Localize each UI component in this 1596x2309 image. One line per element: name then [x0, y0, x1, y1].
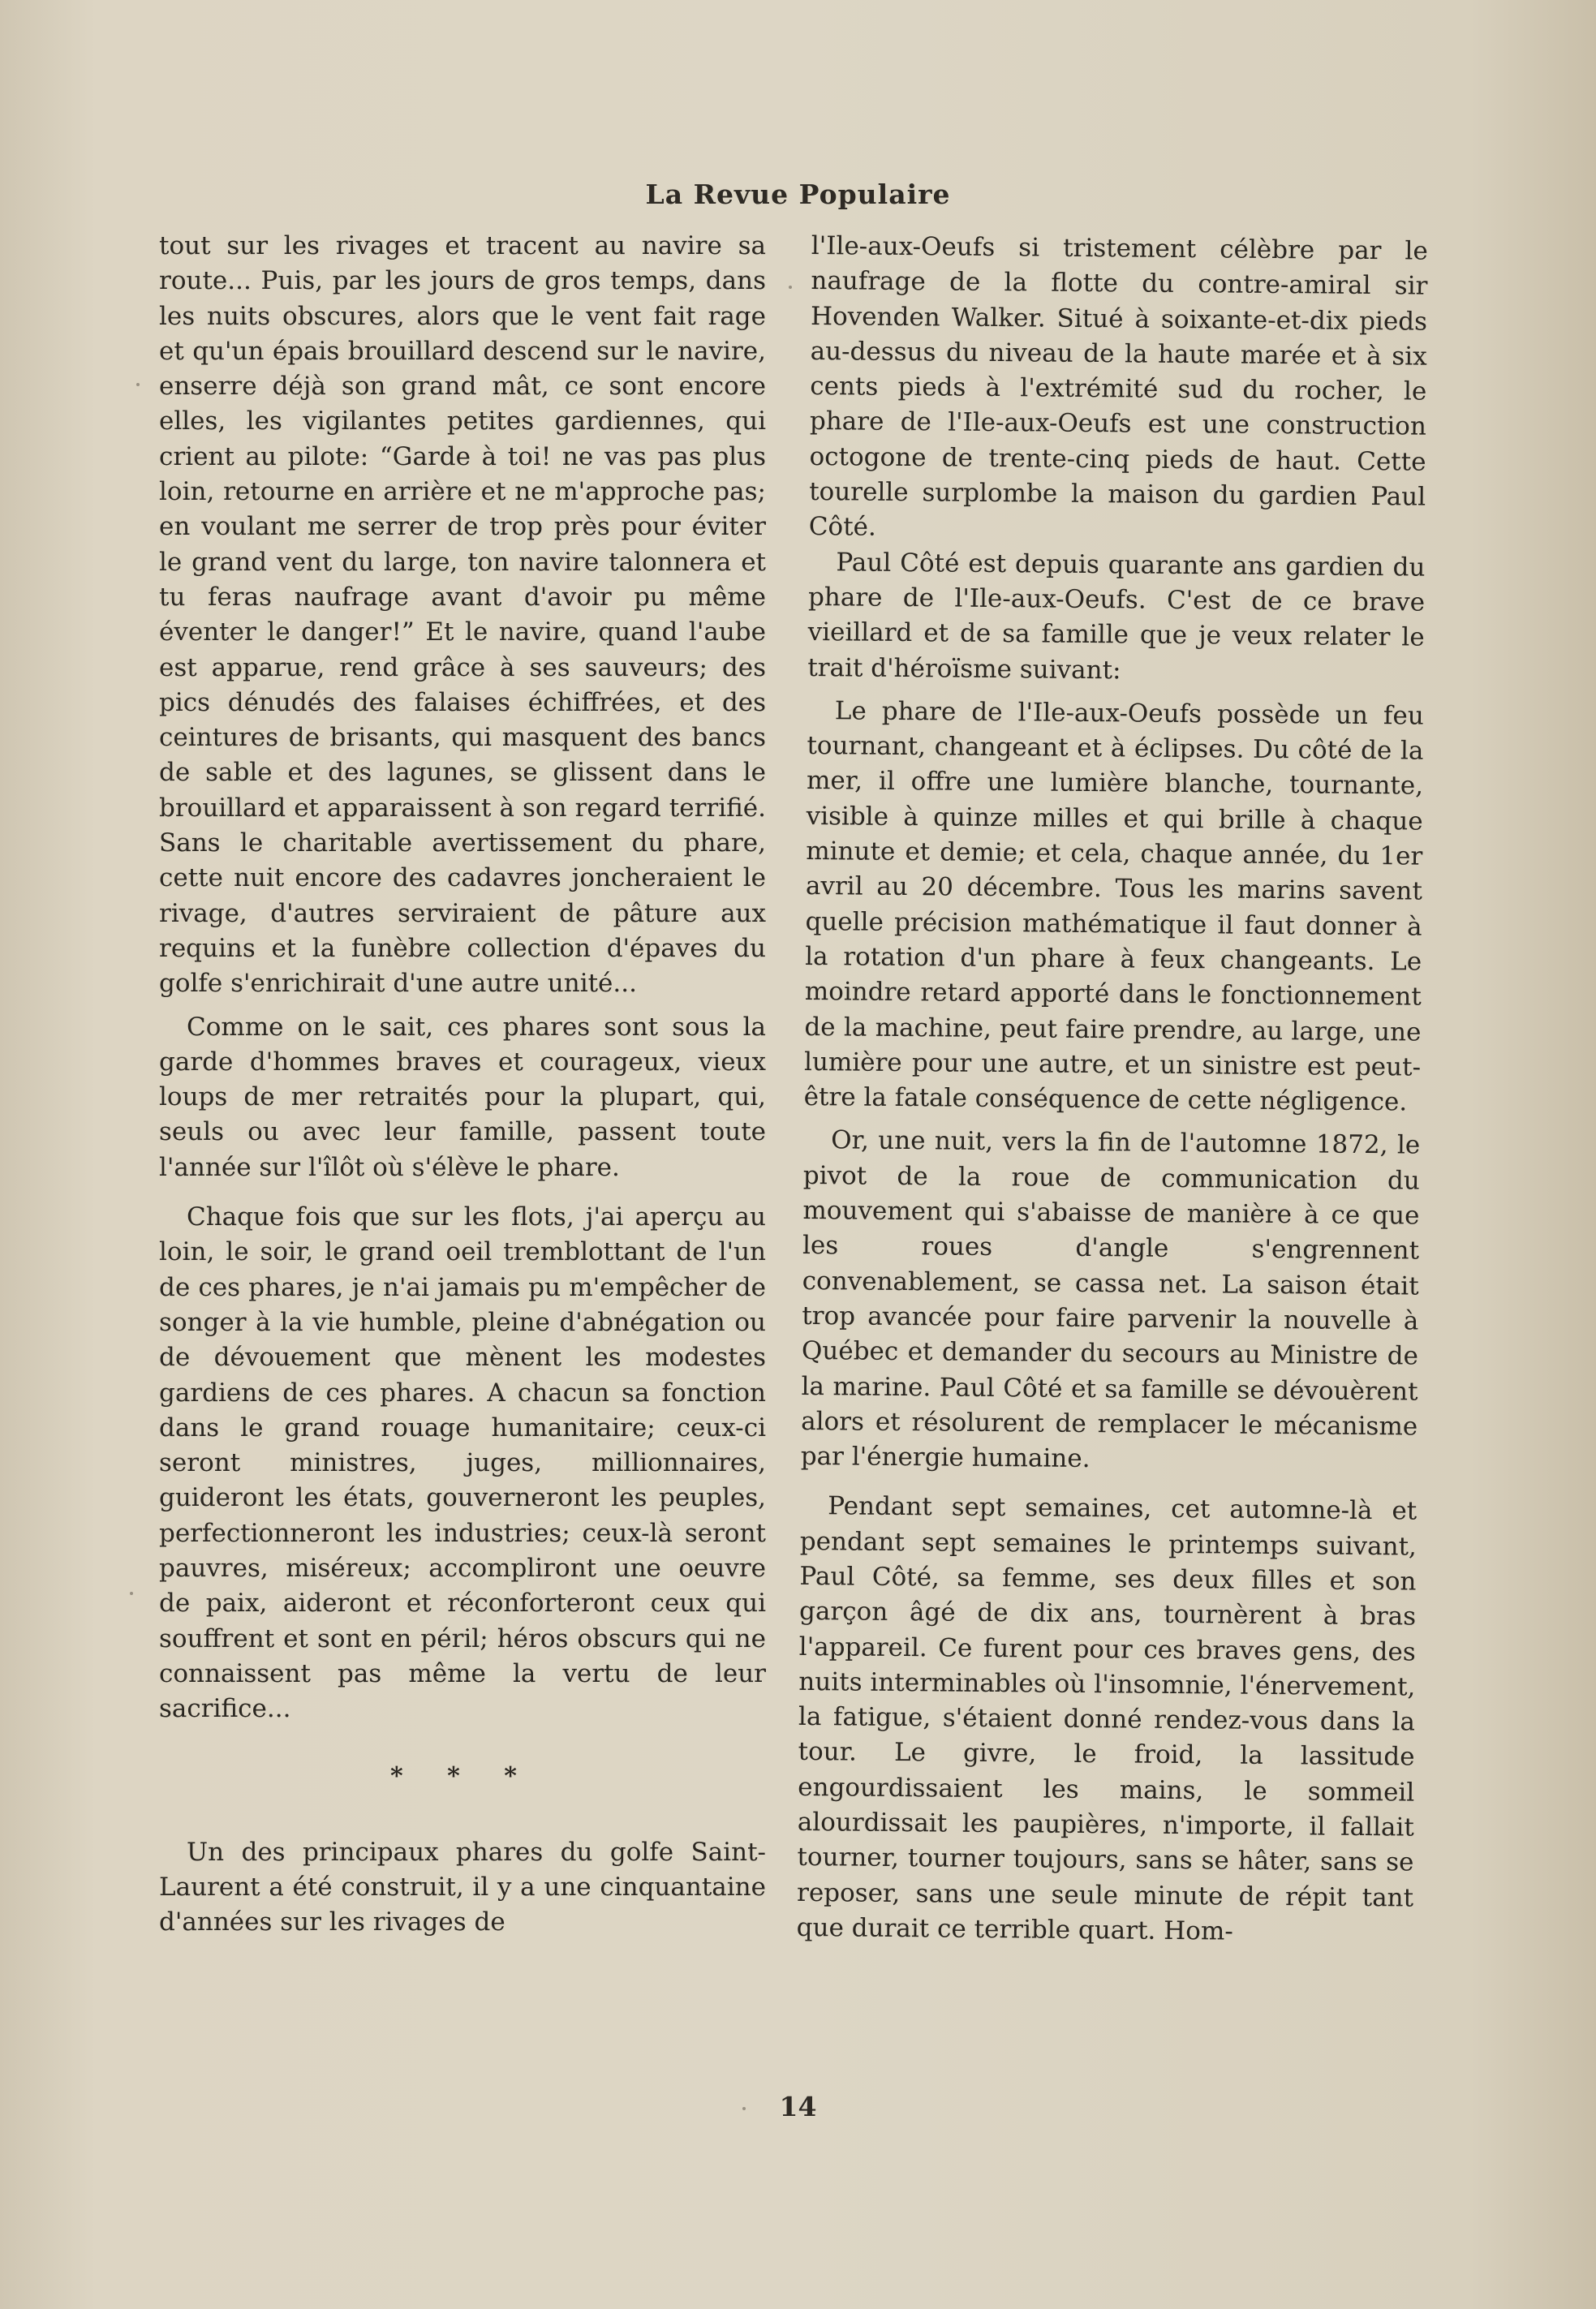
paragraph-2: Comme on le sait, ces phares sont sous la garde d'hommes braves et courageux, vieux loups de mer retraités pour la plupart, qui, seuls ou avec leur famille, passent toute l'année sur l'îlôt où s'élève le phare. — [159, 1012, 766, 1182]
paragraph-9: Pendant sept semaines, cet automne-là et pendant sept semaines le printemps suivant, Paul Côté, sa femme, ses deux filles et son garçon âgé de dix ans, tournèrent à bras l'appareil. Ce furent pour ces braves gens, des nuits interminables où l'insomnie, l'énervement, la fatigue, s'étaient donné rendez-vous dans la tour. Le givre, le froid, la lassitude engourdissaient les mains, le sommeil alourdissait les paupières, n'importe, il fallait tourner, tourner toujours, sans se hâter, sans se reposer, sans une seule minute de répit tant que durait ce terrible quart. Hom- — [796, 1491, 1417, 1946]
page-number: 14 — [779, 2091, 817, 2122]
paper-speck — [136, 383, 140, 386]
paragraph-6: Paul Côté est depuis quarante ans gardien du phare de l'Ile-aux-Oeufs. C'est de ce brave vieillard et de sa famille que je veux relater le trait d'héroïsme suivant: — [807, 547, 1426, 685]
paragraph-8: Or, une nuit, vers la fin de l'automne 1872, le pivot de la roue de communication du mouvement qui s'abaisse de manière à ce que les roues d'angle s'engrennent convenablement, se cassa net. La saison était trop avancée pour faire parvenir la nouvelle à Québec et demander du secours au Ministre de la marine. Paul Côté et sa famille se dévouèrent alors et résolurent de remplacer le mécanisme par l'énergie humaine. — [800, 1125, 1421, 1474]
right-column — [797, 229, 1428, 1951]
paper-speck — [130, 1592, 133, 1595]
left-column — [159, 229, 766, 1941]
paragraph-3: Chaque fois que sur les flots, j'ai aperçu au loin, le soir, le grand oeil tremblottant de l'un de ces phares, je n'ai jamais pu m'empêcher de songer à la vie humble, pleine d'abnégation ou de dévouement que mènent les modestes gardiens de ces phares. A chacun sa fonction dans le grand rouage humanitaire; ceux-ci seront ministres, juges, millionnaires, guideront les états, gouverneront les peuples, perfectionneront les industries; ceux-là seront pauvres, miséreux; accompliront une oeuvre de paix, aideront et réconforteront ceux qui souffrent et sont en péril; héros obscurs qui ne connaissent pas même la vertu de leur sacrifice... — [159, 1202, 766, 1724]
running-header: La Revue Populaire — [645, 178, 951, 210]
paper-speck — [789, 286, 792, 289]
paragraph-4: Un des principaux phares du golfe Saint-Laurent a été construit, il y a une cinquantaine d'années sur les rivages de — [159, 1837, 766, 1937]
paper-speck — [742, 2107, 746, 2110]
paragraph-5: l'Ile-aux-Oeufs si tristement célèbre par le naufrage de la flotte du contre-amiral sir Hovenden Walker. Situé à soixante-et-dix pieds au-dessus du niveau de la haute marée et à six cents pieds à l'extrémité sud du rocher, le phare de l'Ile-aux-Oeufs est une construction octogone de trente-cinq pieds de haut. Cette tourelle surplombe la maison du gardien Paul Côté. — [808, 230, 1428, 543]
paragraph-1: tout sur les rivages et tracent au navire sa route... Puis, par les jours de gros temps, dans les nuits obscures, alors que le vent fait rage et qu'un épais brouillard descend sur le navire, enserre déjà son grand mât, ce sont encore elles, les vigilantes petites gardiennes, qui crient au pilote: “Garde à toi! ne vas pas plus loin, retourne en arrière et ne m'approche pas; en voulant me serrer de trop près pour éviter le grand vent du large, ton navire talonnera et tu feras naufrage avant d'avoir pu même éventer le danger!” Et le navire, quand l'aube est apparue, rend grâce à ses sauveurs; des pics dénudés des falaises échiffrées, et des ceintures de brisants, qui masquent des bancs de sable et des lagunes, se glissent dans le brouillard et apparaissent à son regard terrifié. Sans le charitable avertissement du phare, cette nuit encore des cadavres joncheraient le rivage, d'autres serviraient de pâture aux requins et la funèbre collection d'épaves du golfe s'enrichirait d'une autre unité... — [159, 231, 766, 999]
paragraph-7: Le phare de l'Ile-aux-Oeufs possède un feu tournant, changeant et à éclipses. Du côté de la mer, il offre une lumière blanche, tournante, visible à quinze milles et qui brille à chaque minute et demie; et cela, chaque année, du 1er avril au 20 décembre. Tous les marins savent quelle précision mathématique il faut donner à la rotation d'un phare à feux changeants. Le moindre retard apporté dans le fonctionnement de la machine, peut faire prendre, au large, une lumière pour une autre, et un sinistre est peut-être la fatale conséquence de cette négligence. — [803, 696, 1424, 1117]
section-separator: * * * — [390, 1762, 535, 1791]
